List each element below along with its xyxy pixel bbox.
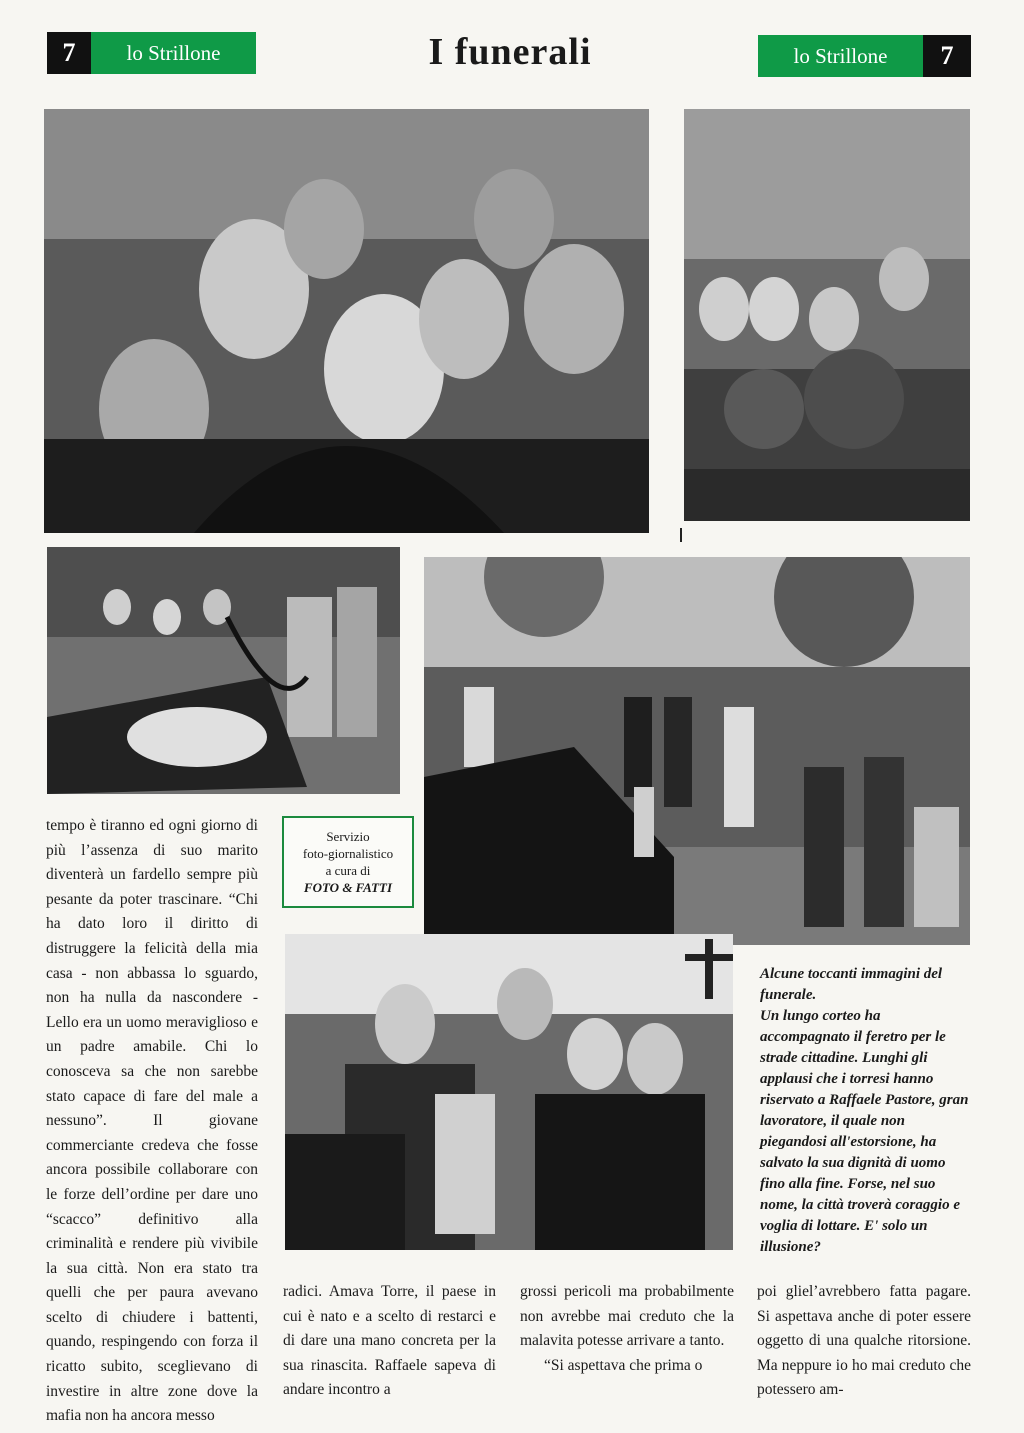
photo-relatives-mourning (285, 934, 733, 1250)
article-column-1 (46, 814, 258, 1429)
caption-lead: Alcune toccanti immagini del funerale. (760, 966, 943, 1003)
article-text-col4: poi gliel’avrebbero fatta pagare. Si aspettava anche di poter essere oggetto di una qualche ritorsione. Ma neppure io ho mai creduto che potessero am- (757, 1283, 971, 1399)
article-text-col3: grossi pericoli ma probabilmente non avrebbe mai creduto che la malavita potesse arrivare a tanto. (520, 1283, 734, 1350)
photo-church-coffin (47, 547, 400, 794)
caption-body: Un lungo corteo ha accompagnato il feretro per le strade cittadine. Lunghi gli applausi che i torresi hanno riservato a Raffaele Pastore, gran lavoratore, il quale non piegandosi all'estorsione, ha salvato la sua dignità di uomo fino alla fine. Forse, nel suo nome, la città troverà coraggio e voglia di lottare. E' solo un illusione? (760, 1008, 969, 1255)
photo-caption (760, 964, 972, 1258)
credit-line-2: foto-giornalistico (302, 846, 394, 861)
brand-right: lo Strillone (758, 35, 923, 77)
credit-line-3: a cura di (325, 863, 371, 878)
article-text-col3-quote: “Si aspettava che prima o (544, 1356, 703, 1374)
page-number-right: 7 (923, 35, 971, 77)
credit-agency: FOTO & FATTI (303, 880, 393, 895)
article-column-3 (520, 1280, 734, 1378)
credit-line-1: Servizio (326, 829, 370, 844)
brand-left: lo Strillone (91, 32, 256, 74)
photo-funeral-procession (424, 557, 970, 945)
article-column-4 (757, 1280, 971, 1403)
photo-coffin-flowers (684, 109, 970, 521)
photo-credit-box (282, 816, 414, 908)
article-column-2 (283, 1280, 496, 1403)
photo-mourners-closeup (44, 109, 649, 533)
article-text-col1: tempo è tiranno ed ogni giorno di più l’assenza di suo marito diventerà un fardello sempre più pesante da poter trascinare. “Chi ha dato loro il diritto di distruggere la felicità della mia casa - non abbassa lo sguardo, non ha nulla da nascondere - Lello era un uomo meraviglioso e un padre amabile. Chi lo conosceva sa che non sarebbe stato capace di fare del male a nessuno”. Il giovane commerciante credeva che fosse ancora possibile collaborare con le forze dell’ordine per dare uno “scacco” definitivo alla criminalità e rendere più vivibile la sua città. Non era stato tra quelli che per paura avevano scelto di chiudere i battenti, quando, respingendo con forza il ricatto subito, sceglievano di investire in altre zone dove la mafia non ha ancora messo (46, 817, 258, 1425)
page-number-left: 7 (47, 32, 91, 74)
page-title: I funerali (428, 31, 592, 73)
divider-mark (680, 528, 682, 542)
article-text-col2: radici. Amava Torre, il paese in cui è nato e a scelto di restarci e di dare una mano concreta per la sua rinascita. Raffaele sapeva di andare incontro a (283, 1283, 496, 1399)
